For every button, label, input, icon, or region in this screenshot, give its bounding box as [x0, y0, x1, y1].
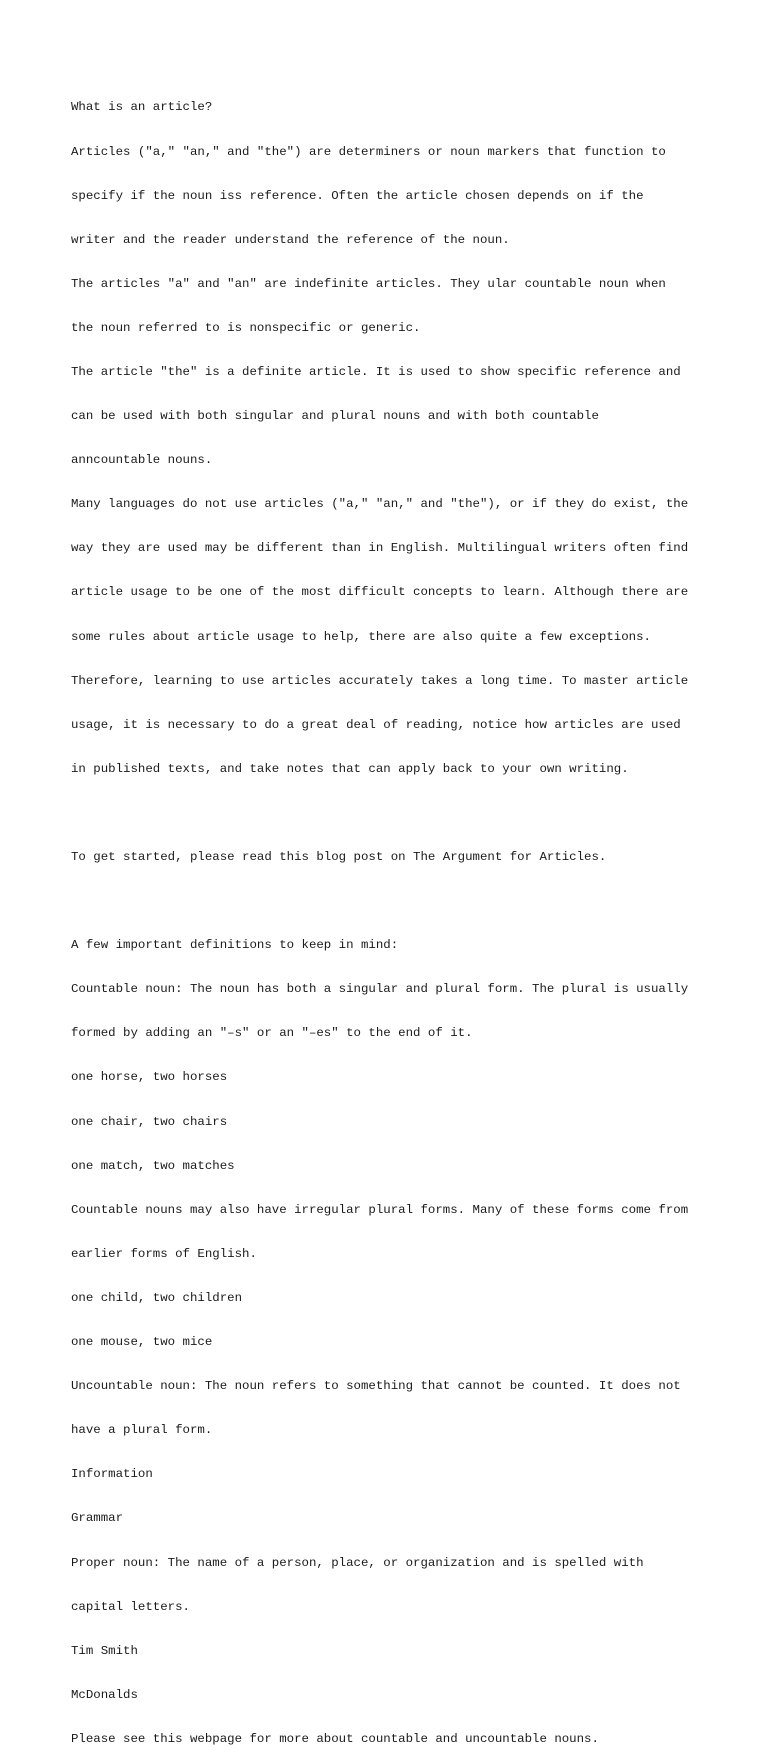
paragraph-line: can be used with both singular and plural nouns and with both countable: [71, 409, 599, 424]
paragraph-line: Many languages do not use articles ("a," "an," and "the"), or if they do exist, the: [71, 497, 689, 512]
uncountable-noun-definition: have a plural form.: [71, 1423, 213, 1438]
paragraph-line: The articles "a" and "an" are indefinite articles. They ular countable noun when: [71, 276, 666, 291]
example-line: one horse, two horses: [71, 1070, 228, 1085]
paragraph-line: anncountable nouns.: [71, 453, 213, 468]
example-line: one child, two children: [71, 1290, 243, 1305]
example-line: McDonalds: [71, 1687, 138, 1702]
example-line: one mouse, two mice: [71, 1335, 213, 1350]
example-line: Information: [71, 1467, 153, 1482]
document-body: [71, 71, 721, 1761]
paragraph-line: usage, it is necessary to do a great deal of reading, notice how articles are used: [71, 717, 681, 732]
blank-line: [71, 806, 721, 821]
example-line: Grammar: [71, 1511, 124, 1526]
blog-post-reference: To get started, please read this blog post on The Argument for Articles.: [71, 850, 607, 864]
uncountable-noun-definition: Uncountable noun: The noun refers to something that cannot be counted. It does not: [71, 1379, 681, 1394]
paragraph-line: some rules about article usage to help, there are also quite a few exceptions.: [71, 629, 651, 644]
heading-what-is-an-article: What is an article?: [71, 100, 213, 115]
paragraph-line: specify if the noun iss reference. Often the article chosen depends on if the: [71, 188, 644, 203]
blank-line: [71, 894, 721, 909]
paragraph-line: writer and the reader understand the reference of the noun.: [71, 232, 510, 247]
irregular-plural-note: Countable nouns may also have irregular plural forms. Many of these forms come from: [71, 1202, 689, 1217]
example-line: one chair, two chairs: [71, 1114, 228, 1129]
countable-noun-definition: Countable noun: The noun has both a singular and plural form. The plural is usually: [71, 982, 689, 997]
paragraph-line: article usage to be one of the most difficult concepts to learn. Although there are: [71, 585, 689, 600]
paragraph-line: the noun referred to is nonspecific or generic.: [71, 320, 421, 335]
paragraph-line: in published texts, and take notes that can apply back to your own writing.: [71, 761, 629, 776]
webpage-reference: Please see this webpage for more about countable and uncountable nouns.: [71, 1731, 599, 1746]
paragraph-line: The article "the" is a definite article. It is used to show specific reference and: [71, 364, 681, 379]
proper-noun-definition: capital letters.: [71, 1599, 190, 1614]
proper-noun-definition: Proper noun: The name of a person, place, or organization and is spelled with: [71, 1555, 644, 1570]
irregular-plural-note: earlier forms of English.: [71, 1246, 257, 1261]
definitions-heading: A few important definitions to keep in mind:: [71, 938, 399, 953]
paragraph-line: way they are used may be different than in English. Multilingual writers often find: [71, 541, 689, 556]
example-line: Tim Smith: [71, 1643, 138, 1658]
paragraph-line: Therefore, learning to use articles accurately takes a long time. To master article: [71, 673, 689, 688]
paragraph-line: Articles ("a," "an," and "the") are determiners or noun markers that function to: [71, 144, 666, 159]
example-line: one match, two matches: [71, 1158, 235, 1173]
countable-noun-definition: formed by adding an "–s" or an "–es" to the end of it.: [71, 1026, 473, 1041]
